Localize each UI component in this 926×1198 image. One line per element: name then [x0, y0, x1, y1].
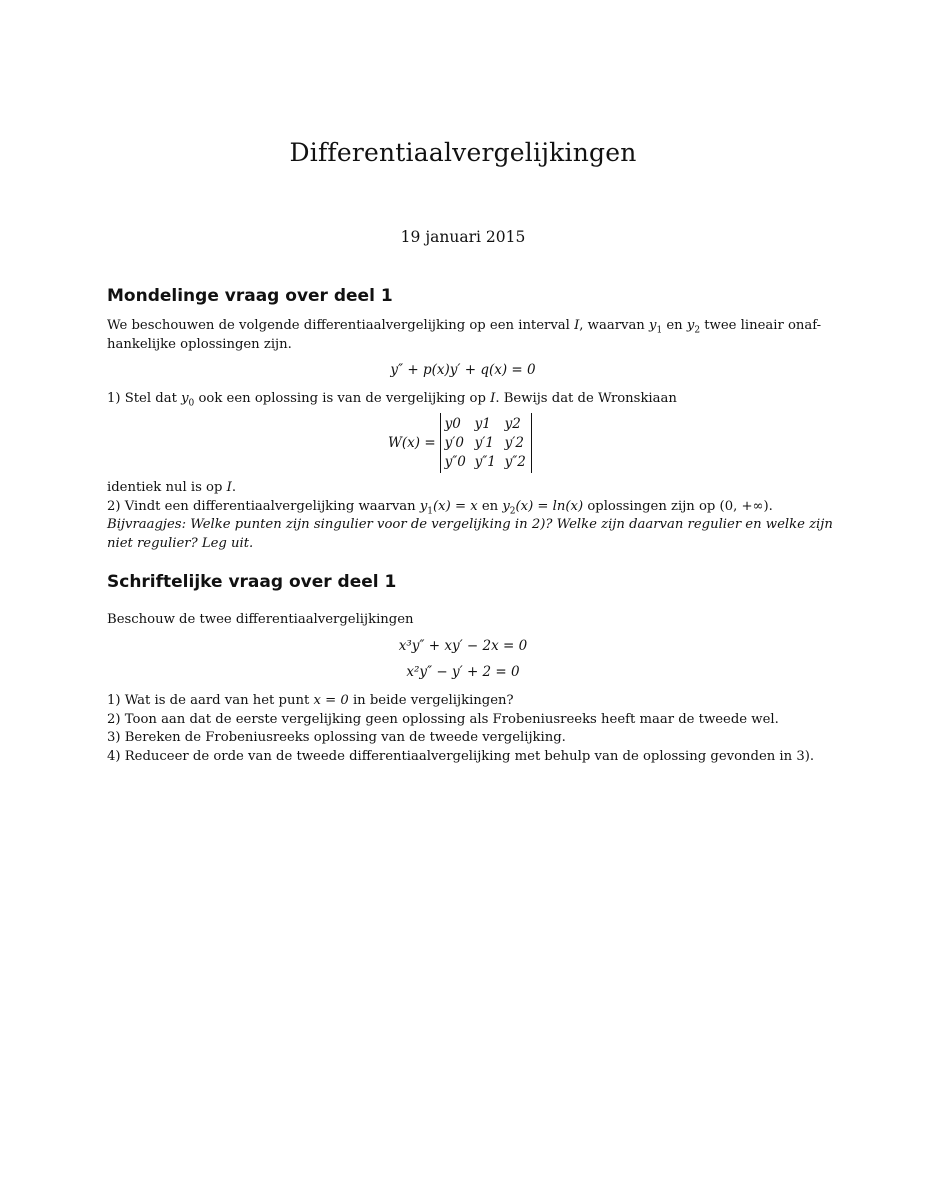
matrix-cell: y″1 — [474, 454, 496, 470]
section1-question1: 1) Stel dat $y_0$ ook een oplossing is van de vergelijking op I. Bewijs dat de Wronskiaan — [107, 391, 677, 409]
section1-intro-line2: hankelijke oplossingen zijn. — [107, 337, 292, 352]
section1-extra-line2: niet regulier? Leg uit. — [107, 536, 254, 551]
wronskian-matrix — [440, 413, 532, 473]
section2-equation2: x²y″ − y′ + 2 = 0 — [406, 664, 520, 680]
matrix-cell: y2 — [504, 416, 521, 432]
section2-heading: Schriftelijke vraag over deel 1 — [107, 572, 397, 592]
wronskian-determinant — [388, 413, 532, 473]
section1-question1-end: identiek nul is op I. — [107, 480, 237, 495]
matrix-cell: y0 — [444, 416, 461, 432]
matrix-cell: y′0 — [444, 435, 464, 451]
document-date: 19 januari 2015 — [400, 228, 526, 246]
section2-question2: 2) Toon aan dat de eerste vergelijking geen oplossing als Frobeniusreeks heeft maar de tweede wel. — [107, 712, 779, 727]
matrix-cell: y1 — [474, 416, 491, 432]
section1-intro-line1: We beschouwen de volgende differentiaalvergelijking op een interval I, waarvan $y_1$ en $y_2$ twee lineair onaf- — [107, 318, 822, 336]
matrix-cell: y″0 — [444, 454, 466, 470]
section1-heading: Mondelinge vraag over deel 1 — [107, 286, 393, 306]
section1-equation: y″ + p(x)y′ + q(x) = 0 — [390, 362, 536, 378]
wronskian-label: W(x) = — [388, 435, 436, 451]
section2-intro: Beschouw de twee differentiaalvergelijkingen — [107, 612, 414, 627]
document-title: Differentiaalvergelijkingen — [289, 138, 637, 167]
section2-question3: 3) Bereken de Frobeniusreeks oplossing van de tweede vergelijking. — [107, 730, 566, 745]
matrix-cell: y′1 — [474, 435, 494, 451]
section1-extra-line1: Bijvraagjes: Welke punten zijn singulier voor de vergelijking in 2)? Welke zijn daarvan regulier en welke zijn — [107, 517, 833, 532]
section1-question2: 2) Vindt een differentiaalvergelijking waarvan $y_1(x) = x$ en $y_2(x) = \ln(x)$ oplossingen zijn op (0, +∞). — [107, 499, 773, 517]
matrix-cell: y″2 — [504, 454, 526, 470]
matrix-cell: y′2 — [504, 435, 524, 451]
section2-question4: 4) Reduceer de orde van de tweede differentiaalvergelijking met behulp van de oplossing gevonden in 3). — [107, 749, 815, 764]
section2-equation1: x³y″ + xy′ − 2x = 0 — [398, 638, 528, 654]
section2-question1: 1) Wat is de aard van het punt x = 0 in beide vergelijkingen? — [107, 693, 514, 708]
